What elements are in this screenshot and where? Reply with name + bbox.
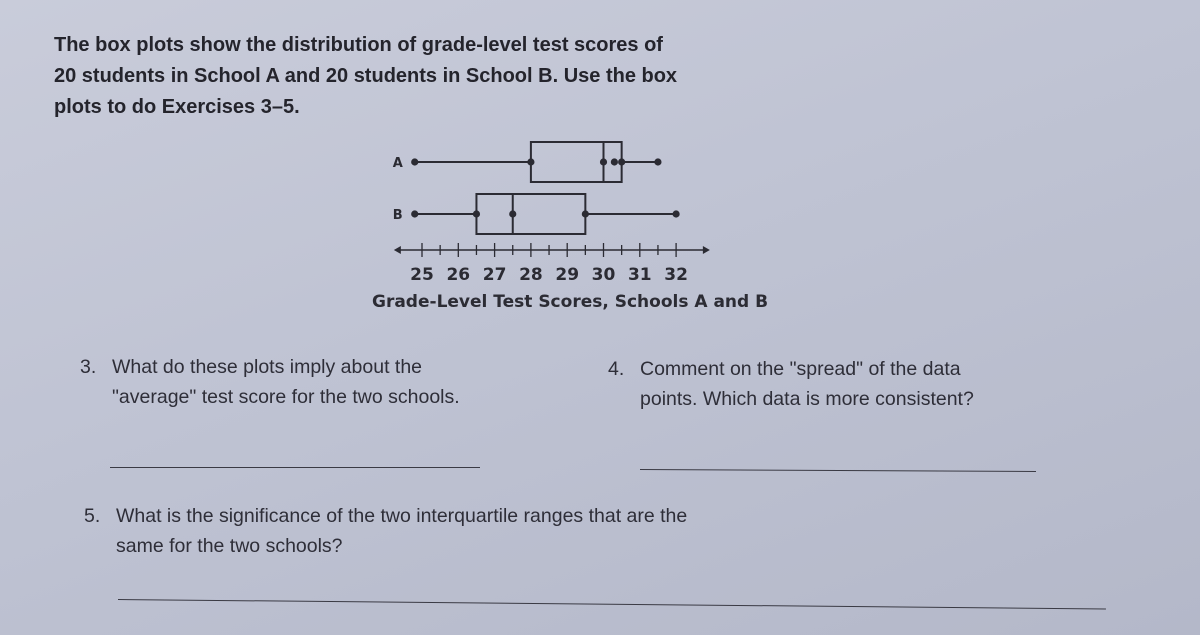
point-median-b: [509, 210, 516, 217]
tick-label-27: 27: [482, 265, 507, 285]
point-median-a: [600, 158, 607, 165]
question-4-number: 4.: [608, 358, 625, 380]
point-q1-a: [527, 158, 534, 165]
tick-label-25: 25: [410, 265, 434, 285]
question-5-line-2: same for the two schools?: [116, 535, 343, 557]
box-b: [476, 194, 585, 234]
question-4-line-1: Comment on the "spread" of the data: [640, 358, 961, 380]
tick-label-32: 32: [664, 265, 688, 285]
point-q3-b: [582, 210, 589, 217]
box-a: [531, 142, 622, 182]
intro-line-2: 20 students in School A and 20 students in School B. Use the box: [54, 65, 678, 87]
series-label-a: A: [392, 156, 403, 171]
point-extra-a-0: [611, 158, 618, 165]
answer-line-3[interactable]: [110, 467, 480, 468]
axis-arrow-right: [703, 246, 710, 254]
question-3: [80, 352, 460, 412]
series-label-b: B: [392, 208, 403, 223]
tick-label-26: 26: [446, 265, 471, 285]
point-max-a: [654, 158, 661, 165]
axis-arrow-left: [394, 246, 401, 254]
point-q1-b: [473, 210, 480, 217]
question-3-number: 3.: [80, 356, 97, 378]
question-5: [84, 501, 687, 561]
tick-label-31: 31: [627, 265, 652, 285]
point-max-b: [673, 210, 680, 217]
intro-line-3: plots to do Exercises 3–5.: [54, 96, 300, 118]
tick-label-28: 28: [519, 265, 543, 285]
tick-label-29: 29: [555, 265, 580, 285]
point-q3-a: [618, 158, 625, 165]
question-4: [608, 354, 974, 414]
point-min-a: [411, 158, 418, 165]
question-4-line-2: points. Which data is more consistent?: [640, 388, 974, 410]
chart-caption: Grade-Level Test Scores, Schools A and B: [372, 292, 769, 312]
question-5-number: 5.: [84, 505, 101, 527]
question-5-line-1: What is the significance of the two interquartile ranges that are the: [116, 505, 688, 527]
question-3-line-2: "average" test score for the two schools.: [112, 386, 460, 408]
tick-label-30: 30: [591, 265, 616, 285]
point-min-b: [411, 210, 418, 217]
question-3-line-1: What do these plots imply about the: [112, 356, 423, 378]
intro-line-1: The box plots show the distribution of grade-level test scores of: [54, 34, 663, 56]
